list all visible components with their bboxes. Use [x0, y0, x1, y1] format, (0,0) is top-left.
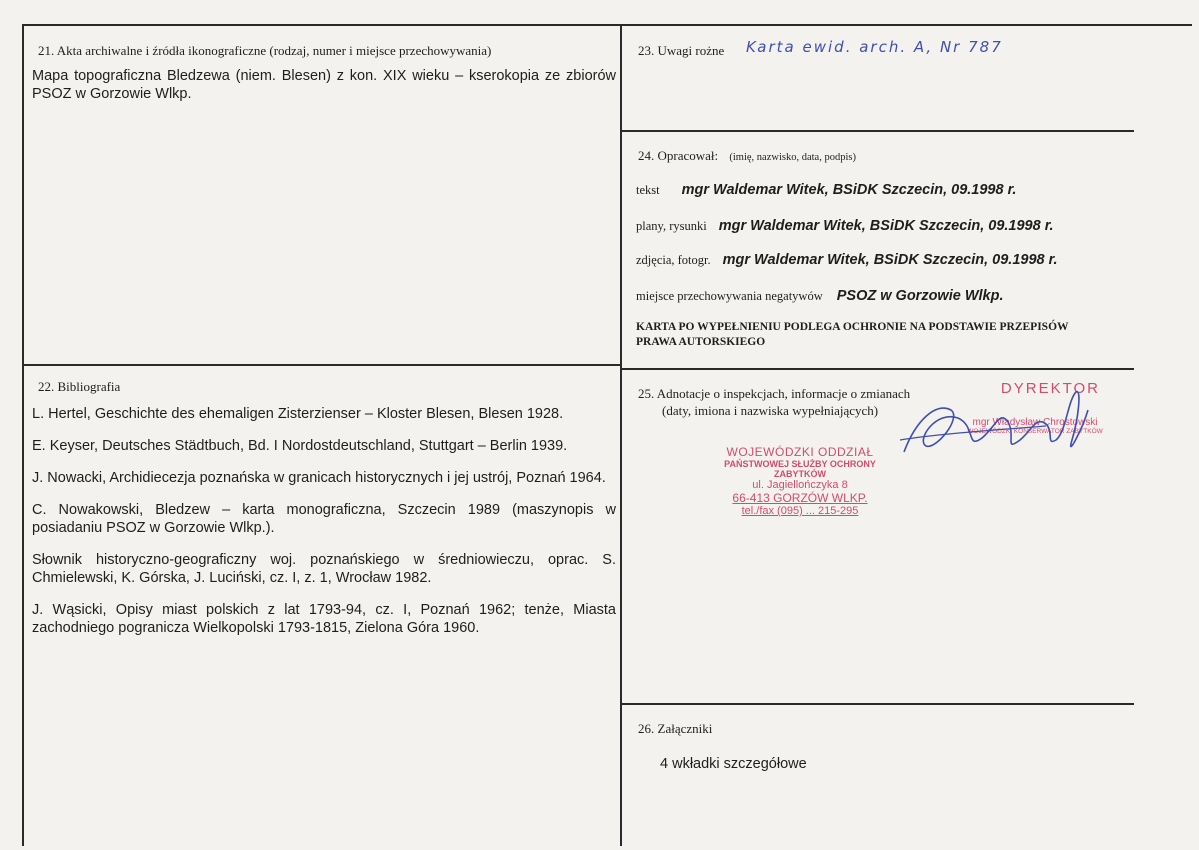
seal-title: DYREKTOR: [1000, 380, 1100, 397]
section-25-header-line-1: 25. Adnotacje o inspekcjach, informacje o zmianach: [638, 386, 911, 401]
section-25-header-line-2: (daty, imiona i nazwiska wypełniających): [662, 403, 879, 418]
bibliography-entry: C. Nowakowski, Bledzew – karta monograficzna, Szczecin 1989 (maszynopis w posiadaniu PSOZ w Gorzowie Wlkp.).: [32, 502, 616, 536]
copyright-notice: [636, 320, 1069, 350]
author-row-value: mgr Waldemar Witek, BSiDK Szczecin, 09.1998 r.: [722, 252, 1058, 268]
bibliography-entry: Słownik historyczno-geograficzny woj. poznańskiego w średniowieczu, oprac. S. Chmielewski, K. Górska, J. Luciński, cz. I, z. 1, Wrocław 1982.: [32, 552, 616, 586]
author-row-label: zdjęcia, fotogr.: [636, 253, 711, 267]
seal-name: mgr Władysław Chrostowski: [972, 417, 1098, 428]
section-24-title: 24. Opracował:: [638, 148, 719, 163]
author-row-value: mgr Waldemar Witek, BSiDK Szczecin, 09.1998 r.: [681, 182, 1017, 198]
author-row-value: mgr Waldemar Witek, BSiDK Szczecin, 09.1998 r.: [718, 218, 1054, 234]
author-row-label: plany, rysunki: [636, 219, 707, 233]
author-row-label: tekst: [636, 183, 660, 197]
author-row-negatives: [636, 287, 1004, 305]
bibliography-list: [32, 405, 616, 651]
copyright-notice-line-2: PRAWA AUTORSKIEGO: [636, 336, 766, 348]
section-21-text: Mapa topograficzna Bledzewa (niem. Blesen) z kon. XIX wieku – kserokopia ze zbiorów PSOZ w Gorzowie Wlkp.: [32, 68, 616, 102]
handwritten-note: Karta ewid. arch. A, Nr 787: [746, 38, 1003, 56]
stamp-line-1: WOJEWÓDZKI ODDZIAŁ: [726, 445, 874, 459]
office-stamp: [700, 445, 900, 517]
left-row-divider: [22, 364, 622, 366]
stamp-line-3: ul. Jagiellończyka 8: [752, 479, 848, 491]
bibliography-entry: E. Keyser, Deutsches Städtbuch, Bd. I Nordostdeutschland, Stuttgart – Berlin 1939.: [32, 438, 568, 454]
author-row-plans: [636, 217, 1054, 235]
top-border: [22, 24, 1192, 26]
section-25-header: [638, 385, 910, 419]
author-row-value: PSOZ w Gorzowie Wlkp.: [836, 288, 1004, 304]
section-24-note: (imię, nazwisko, data, podpis): [729, 152, 856, 163]
author-row-text: [636, 181, 1016, 199]
stamp-line-5: tel./fax (095) ... 215-295: [741, 505, 859, 517]
section-26-header: 26. Załączniki: [638, 721, 713, 736]
author-row-label: miejsce przechowywania negatywów: [636, 289, 823, 303]
right-divider-3: [620, 703, 1134, 705]
stamp-line-4: 66-413 GORZÓW WLKP.: [732, 491, 868, 505]
section-23-header: 23. Uwagi rożne: [638, 43, 725, 58]
bibliography-entry: L. Hertel, Geschichte des ehemaligen Zisterzienser – Kloster Blesen, Blesen 1928.: [32, 406, 564, 422]
bibliography-entry: J. Nowacki, Archidiecezja poznańska w granicach historycznych i jej ustrój, Poznań 1964.: [32, 470, 606, 486]
left-border: [22, 24, 24, 846]
bibliography-entry: J. Wąsicki, Opisy miast polskich z lat 1793-94, cz. I, Poznań 1962; tenże, Miasta zachodniego pogranicza Wielkopolski 1793-1815, Zielona Góra 1960.: [32, 602, 616, 636]
right-divider-2: [620, 368, 1134, 370]
section-24-header: [638, 148, 856, 164]
section-22-header: 22. Bibliografia: [38, 379, 121, 394]
director-signature: [896, 380, 1106, 490]
stamp-line-2: PAŃSTWOWEJ SŁUŻBY OCHRONY ZABYTKÓW: [724, 459, 876, 479]
section-26-text: 4 wkładki szczegółowe: [660, 756, 807, 772]
center-divider: [620, 24, 622, 846]
right-divider-1: [620, 130, 1134, 132]
author-row-photos: [636, 251, 1057, 269]
copyright-notice-line-1: KARTA PO WYPEŁNIENIU PODLEGA OCHRONIE NA PODSTAWIE PRZEPISÓW: [636, 321, 1069, 333]
seal-role: WOJEWÓDZKI KONSERWATOR ZABYTKÓW: [967, 428, 1103, 435]
section-21-header: 21. Akta archiwalne i źródła ikonograficzne (rodzaj, numer i miejsce przechowywania): [38, 43, 492, 58]
